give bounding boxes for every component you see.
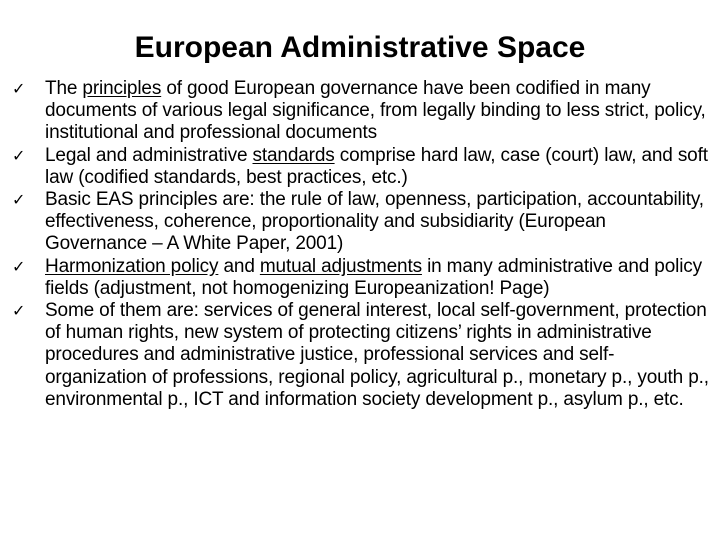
- underlined-term: mutual adjustments: [259, 255, 422, 277]
- bullet-text: and: [218, 255, 260, 277]
- bullet-item-eas-principles: [8, 189, 712, 256]
- underlined-term: standards: [252, 144, 335, 166]
- check-mark-icon: ✓: [12, 301, 26, 321]
- bullet-text: The: [45, 78, 83, 99]
- bullet-item-standards: [8, 145, 712, 189]
- check-mark-icon: ✓: [12, 256, 26, 276]
- bullet-text: Some of them are: services of general interest, local self-government, protection of human rights, new system of protecting citizens’ rights in administrative procedures and administrative justice, professional services and self-organization of professions, regional policy, agricultural p., monetary p., youth p., environmental p., ICT and information society development p., asylum p., etc.: [45, 300, 709, 410]
- bullet-item-harmonization: [8, 256, 712, 300]
- check-mark-icon: ✓: [12, 145, 26, 165]
- bullet-item-services: [8, 300, 712, 411]
- bullet-list: [8, 78, 712, 411]
- check-mark-icon: ✓: [12, 79, 26, 98]
- bullet-text: comprise hard law, case (court) law, and soft law (codified standards, best practices, etc.): [45, 144, 708, 188]
- slide-title: European Administrative Space: [134, 31, 586, 64]
- bullet-text: Basic EAS principles are: the rule of law, openness, participation, accountability, effectiveness, coherence, proportionality and subsidiarity (European Governance – A White Paper, 2001): [45, 189, 704, 255]
- bullet-text: Legal and administrative: [45, 144, 253, 166]
- bullet-text: of good European governance have been codified in many documents of various legal significance, from legally binding to less strict, policy, institutional and professional documents: [45, 78, 706, 144]
- bullet-text: in many administrative and policy fields (adjustment, not homogenizing Europeanization! Page): [45, 255, 702, 299]
- underlined-term: principles: [82, 78, 162, 99]
- check-mark-icon: ✓: [12, 190, 26, 210]
- bullet-item-principles: [8, 78, 712, 145]
- underlined-term: Harmonization policy: [45, 255, 219, 277]
